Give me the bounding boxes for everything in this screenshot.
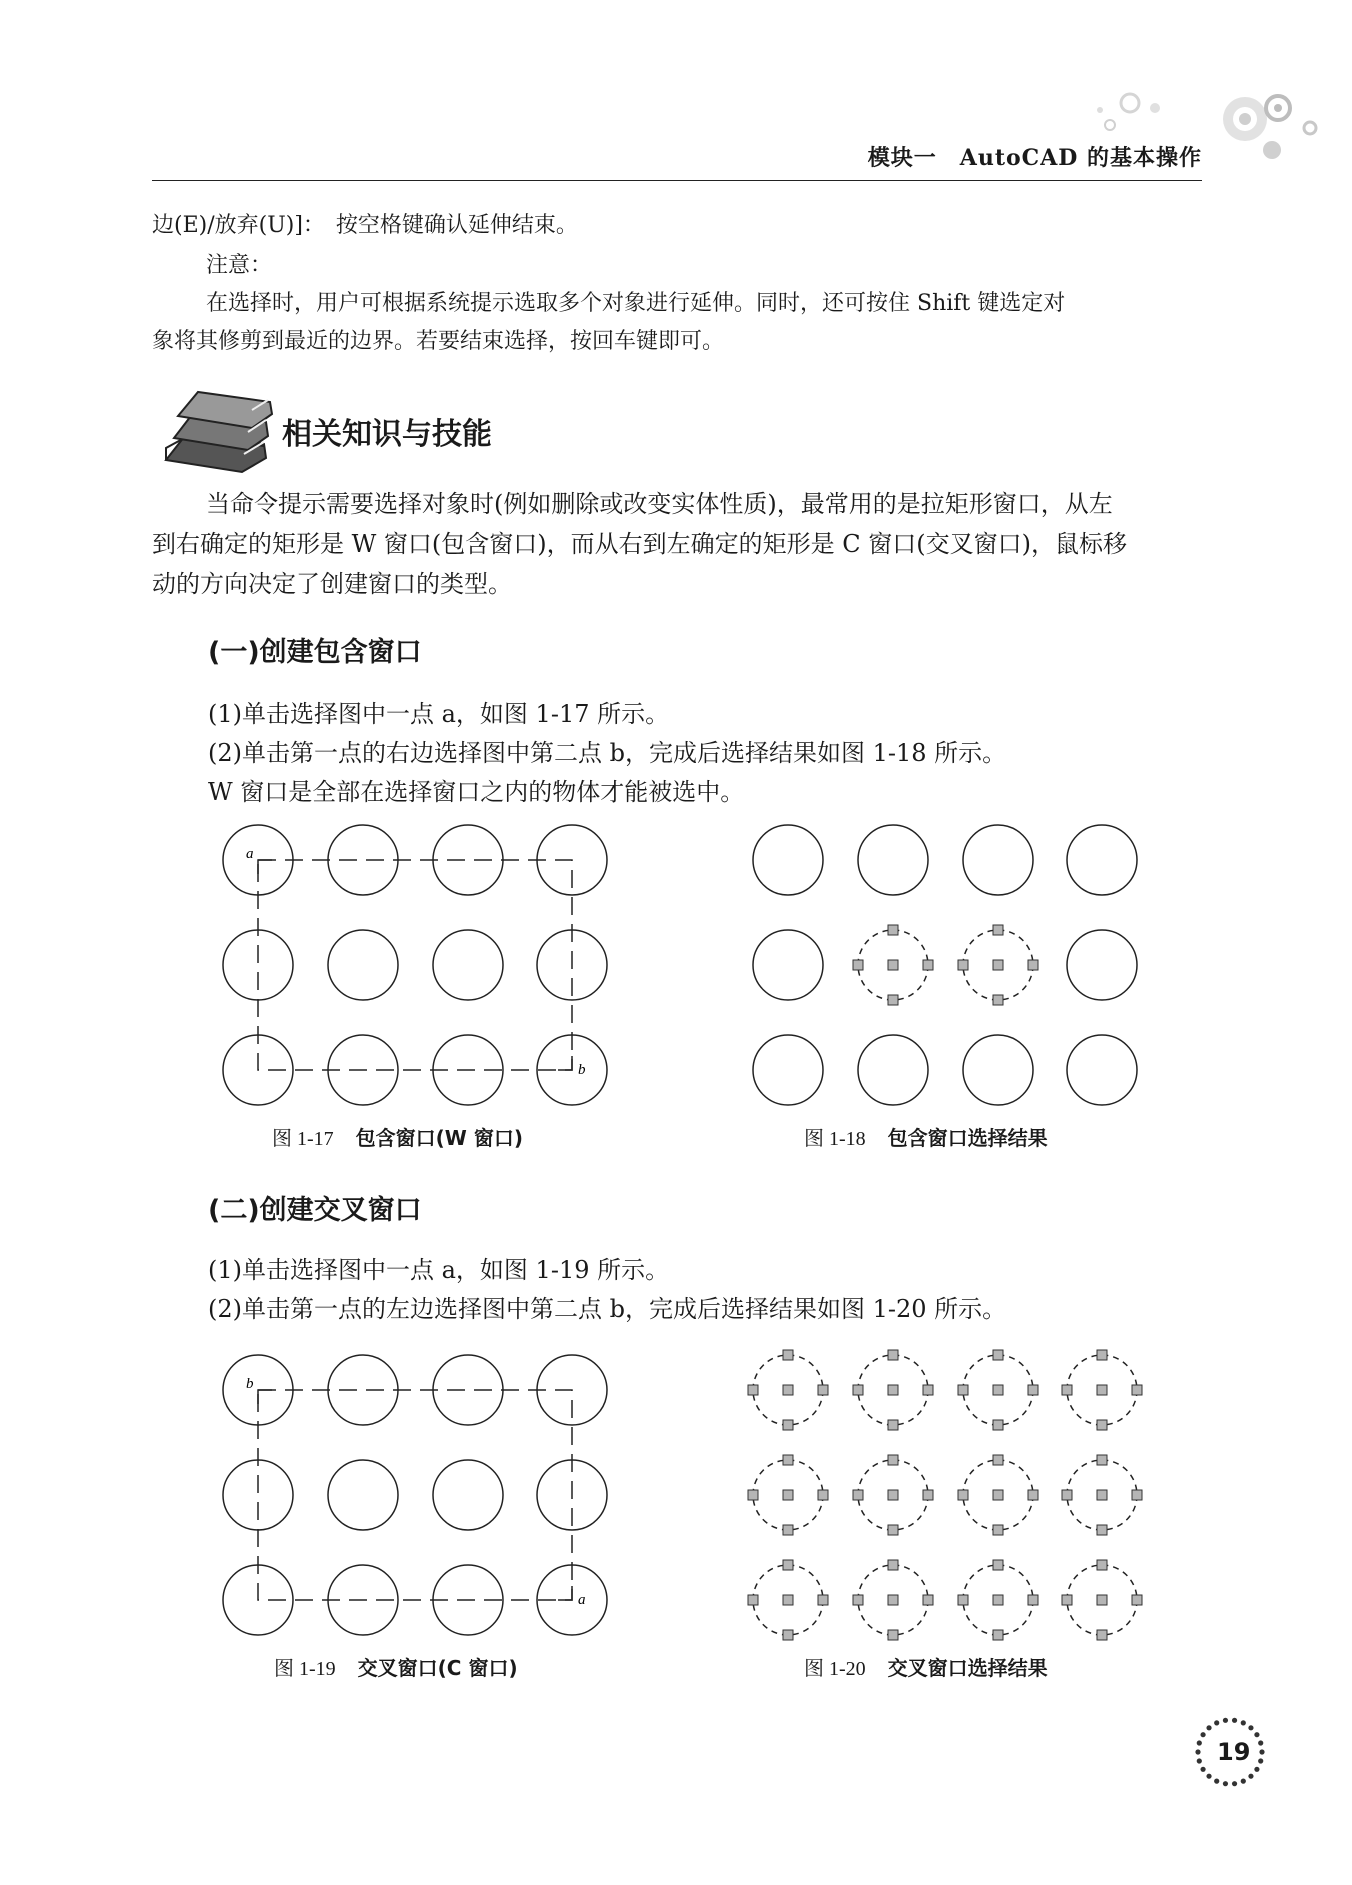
grip-point — [818, 1490, 828, 1500]
grip-point — [993, 960, 1003, 970]
grip-point — [1062, 1385, 1072, 1395]
grip-point — [888, 1525, 898, 1535]
ring-dot — [1197, 1740, 1202, 1745]
books-icon — [156, 388, 276, 476]
figure-1-19 — [210, 1345, 630, 1645]
grip-point — [1097, 1630, 1107, 1640]
grip-point — [783, 1490, 793, 1500]
grip-point — [1132, 1595, 1142, 1605]
ring-dot — [1232, 1718, 1237, 1723]
grip-point — [1097, 1560, 1107, 1570]
corner-mark — [558, 1056, 572, 1070]
point-label: b — [578, 1062, 586, 1078]
circle — [858, 825, 928, 895]
selection-window — [258, 860, 572, 1070]
circle — [328, 1460, 398, 1530]
caption-1-18-text: 包含窗口选择结果 — [887, 1126, 1048, 1150]
caption-1-17-text: 包含窗口(W 窗口) — [355, 1126, 523, 1150]
intro-line: 边(E)/放弃(U)]： 按空格键确认延伸结束。 — [152, 213, 578, 238]
ring-dot — [1254, 1732, 1259, 1737]
ring-dot — [1214, 1779, 1219, 1784]
grip-point — [748, 1490, 758, 1500]
grip-point — [1028, 960, 1038, 970]
grip-point — [888, 1630, 898, 1640]
grip-point — [783, 1420, 793, 1430]
ring-dot — [1214, 1720, 1219, 1725]
note-label: 注意： — [206, 253, 273, 278]
sub2-title: (二)创建交叉窗口 — [208, 1195, 422, 1226]
grip-point — [1097, 1525, 1107, 1535]
grip-point — [783, 1455, 793, 1465]
grip-point — [958, 1595, 968, 1605]
grip-point — [783, 1560, 793, 1570]
grip-point — [1132, 1490, 1142, 1500]
circle — [963, 1035, 1033, 1105]
grip-point — [888, 1560, 898, 1570]
grip-point — [1028, 1490, 1038, 1500]
header-rule — [152, 180, 1202, 181]
grip-point — [888, 995, 898, 1005]
caption-1-17 — [272, 1122, 523, 1151]
sub2-step1: (1)单击选择图中一点 a，如图 1-19 所示。 — [208, 1256, 670, 1284]
ring-dot — [1200, 1732, 1205, 1737]
grip-point — [853, 1490, 863, 1500]
grip-point — [993, 1630, 1003, 1640]
ring-dot — [1241, 1779, 1246, 1784]
sub1-title: (一)创建包含窗口 — [208, 637, 422, 668]
ring-dot — [1206, 1774, 1211, 1779]
section-para-1: 当命令提示需要选择对象时(例如删除或改变实体性质)，最常用的是拉矩形窗口，从左 — [206, 490, 1113, 518]
grip-point — [958, 960, 968, 970]
note-line-2: 象将其修剪到最近的边界。若要结束选择，按回车键即可。 — [152, 329, 725, 354]
grip-point — [993, 1455, 1003, 1465]
circle — [433, 825, 503, 895]
circle — [433, 930, 503, 1000]
grip-point — [853, 960, 863, 970]
caption-1-18 — [804, 1122, 1048, 1151]
grip-point — [1132, 1385, 1142, 1395]
caption-1-19-num: 图 1-19 — [274, 1658, 336, 1680]
grip-point — [958, 1385, 968, 1395]
point-label: a — [246, 846, 254, 862]
caption-1-19-text: 交叉窗口(C 窗口) — [357, 1656, 518, 1680]
ring-dot — [1195, 1749, 1200, 1754]
note-line-1: 在选择时，用户可根据系统提示选取多个对象进行延伸。同时，还可按住 Shift 键选定对 — [206, 291, 1066, 316]
circle — [753, 930, 823, 1000]
grip-point — [993, 1385, 1003, 1395]
header-title: 模块一 AutoCAD 的基本操作 — [867, 145, 1202, 171]
selection-window — [258, 1390, 572, 1600]
ring-dot — [1200, 1767, 1205, 1772]
circle — [433, 1460, 503, 1530]
point-label: b — [246, 1376, 254, 1392]
grip-point — [888, 1595, 898, 1605]
caption-1-18-num: 图 1-18 — [804, 1128, 866, 1150]
sub2-step2: (2)单击第一点的左边选择图中第二点 b，完成后选择结果如图 1-20 所示。 — [208, 1295, 1007, 1323]
ring-dot — [1197, 1758, 1202, 1763]
grip-point — [1097, 1385, 1107, 1395]
circle — [1067, 1035, 1137, 1105]
grip-point — [1062, 1595, 1072, 1605]
ring-dot — [1254, 1767, 1259, 1772]
grip-point — [888, 925, 898, 935]
circle — [328, 930, 398, 1000]
point-label: a — [578, 1592, 586, 1608]
ring-dot — [1241, 1720, 1246, 1725]
grip-point — [1028, 1595, 1038, 1605]
sub1-step1: (1)单击选择图中一点 a，如图 1-17 所示。 — [208, 700, 670, 728]
page-number: 19 — [1217, 1738, 1251, 1766]
grip-point — [993, 1525, 1003, 1535]
grip-point — [1097, 1350, 1107, 1360]
grip-point — [1028, 1385, 1038, 1395]
grip-point — [958, 1490, 968, 1500]
grip-point — [783, 1385, 793, 1395]
grip-point — [783, 1525, 793, 1535]
grip-point — [993, 1350, 1003, 1360]
grip-point — [853, 1595, 863, 1605]
caption-1-20-num: 图 1-20 — [804, 1658, 866, 1680]
corner-mark — [558, 1586, 572, 1600]
grip-point — [1062, 1490, 1072, 1500]
grip-point — [783, 1595, 793, 1605]
ring-dot — [1223, 1718, 1228, 1723]
grip-point — [888, 960, 898, 970]
grip-point — [888, 1490, 898, 1500]
corner-mark — [258, 1390, 272, 1404]
caption-1-19 — [274, 1652, 518, 1681]
section-para-2: 到右确定的矩形是 W 窗口(包含窗口)，而从右到左确定的矩形是 C 窗口(交叉窗口)，鼠标移 — [152, 530, 1127, 558]
grip-point — [818, 1595, 828, 1605]
grip-point — [993, 1595, 1003, 1605]
grip-point — [923, 1490, 933, 1500]
grip-point — [888, 1350, 898, 1360]
ring-dot — [1248, 1725, 1253, 1730]
ring-dot — [1258, 1740, 1263, 1745]
ring-dot — [1223, 1781, 1228, 1786]
grip-point — [1097, 1455, 1107, 1465]
circle — [433, 1355, 503, 1425]
ring-dot — [1248, 1774, 1253, 1779]
circle — [753, 1035, 823, 1105]
grip-point — [818, 1385, 828, 1395]
section-para-3: 动的方向决定了创建窗口的类型。 — [152, 570, 512, 598]
grip-point — [923, 1385, 933, 1395]
ring-dot — [1206, 1725, 1211, 1730]
caption-1-17-num: 图 1-17 — [272, 1128, 334, 1150]
caption-1-20-text: 交叉窗口选择结果 — [887, 1656, 1048, 1680]
figure-1-18 — [740, 815, 1160, 1115]
grip-point — [923, 1595, 933, 1605]
circle — [753, 825, 823, 895]
grip-point — [888, 1455, 898, 1465]
grip-point — [748, 1385, 758, 1395]
caption-1-20 — [804, 1652, 1048, 1681]
sub1-step2: (2)单击第一点的右边选择图中第二点 b，完成后选择结果如图 1-18 所示。 — [208, 739, 1007, 767]
grip-point — [993, 925, 1003, 935]
grip-point — [853, 1385, 863, 1395]
grip-point — [993, 1420, 1003, 1430]
figure-1-17 — [210, 815, 630, 1115]
grip-point — [1097, 1490, 1107, 1500]
circle — [858, 1035, 928, 1105]
grip-point — [993, 1490, 1003, 1500]
ring-dot — [1259, 1749, 1264, 1754]
grip-point — [923, 960, 933, 970]
circle — [963, 825, 1033, 895]
grip-point — [748, 1595, 758, 1605]
grip-point — [993, 995, 1003, 1005]
sub1-note: W 窗口是全部在选择窗口之内的物体才能被选中。 — [208, 778, 745, 806]
circle — [1067, 825, 1137, 895]
grip-point — [888, 1420, 898, 1430]
ring-dot — [1232, 1781, 1237, 1786]
section-title: 相关知识与技能 — [282, 417, 492, 452]
grip-point — [1097, 1420, 1107, 1430]
circle — [1067, 930, 1137, 1000]
circle — [328, 825, 398, 895]
figure-1-20 — [740, 1345, 1160, 1645]
corner-mark — [258, 860, 272, 874]
ring-dot — [1258, 1758, 1263, 1763]
grip-point — [783, 1630, 793, 1640]
grip-point — [783, 1350, 793, 1360]
grip-point — [993, 1560, 1003, 1570]
circle — [328, 1355, 398, 1425]
grip-point — [888, 1385, 898, 1395]
grip-point — [1097, 1595, 1107, 1605]
